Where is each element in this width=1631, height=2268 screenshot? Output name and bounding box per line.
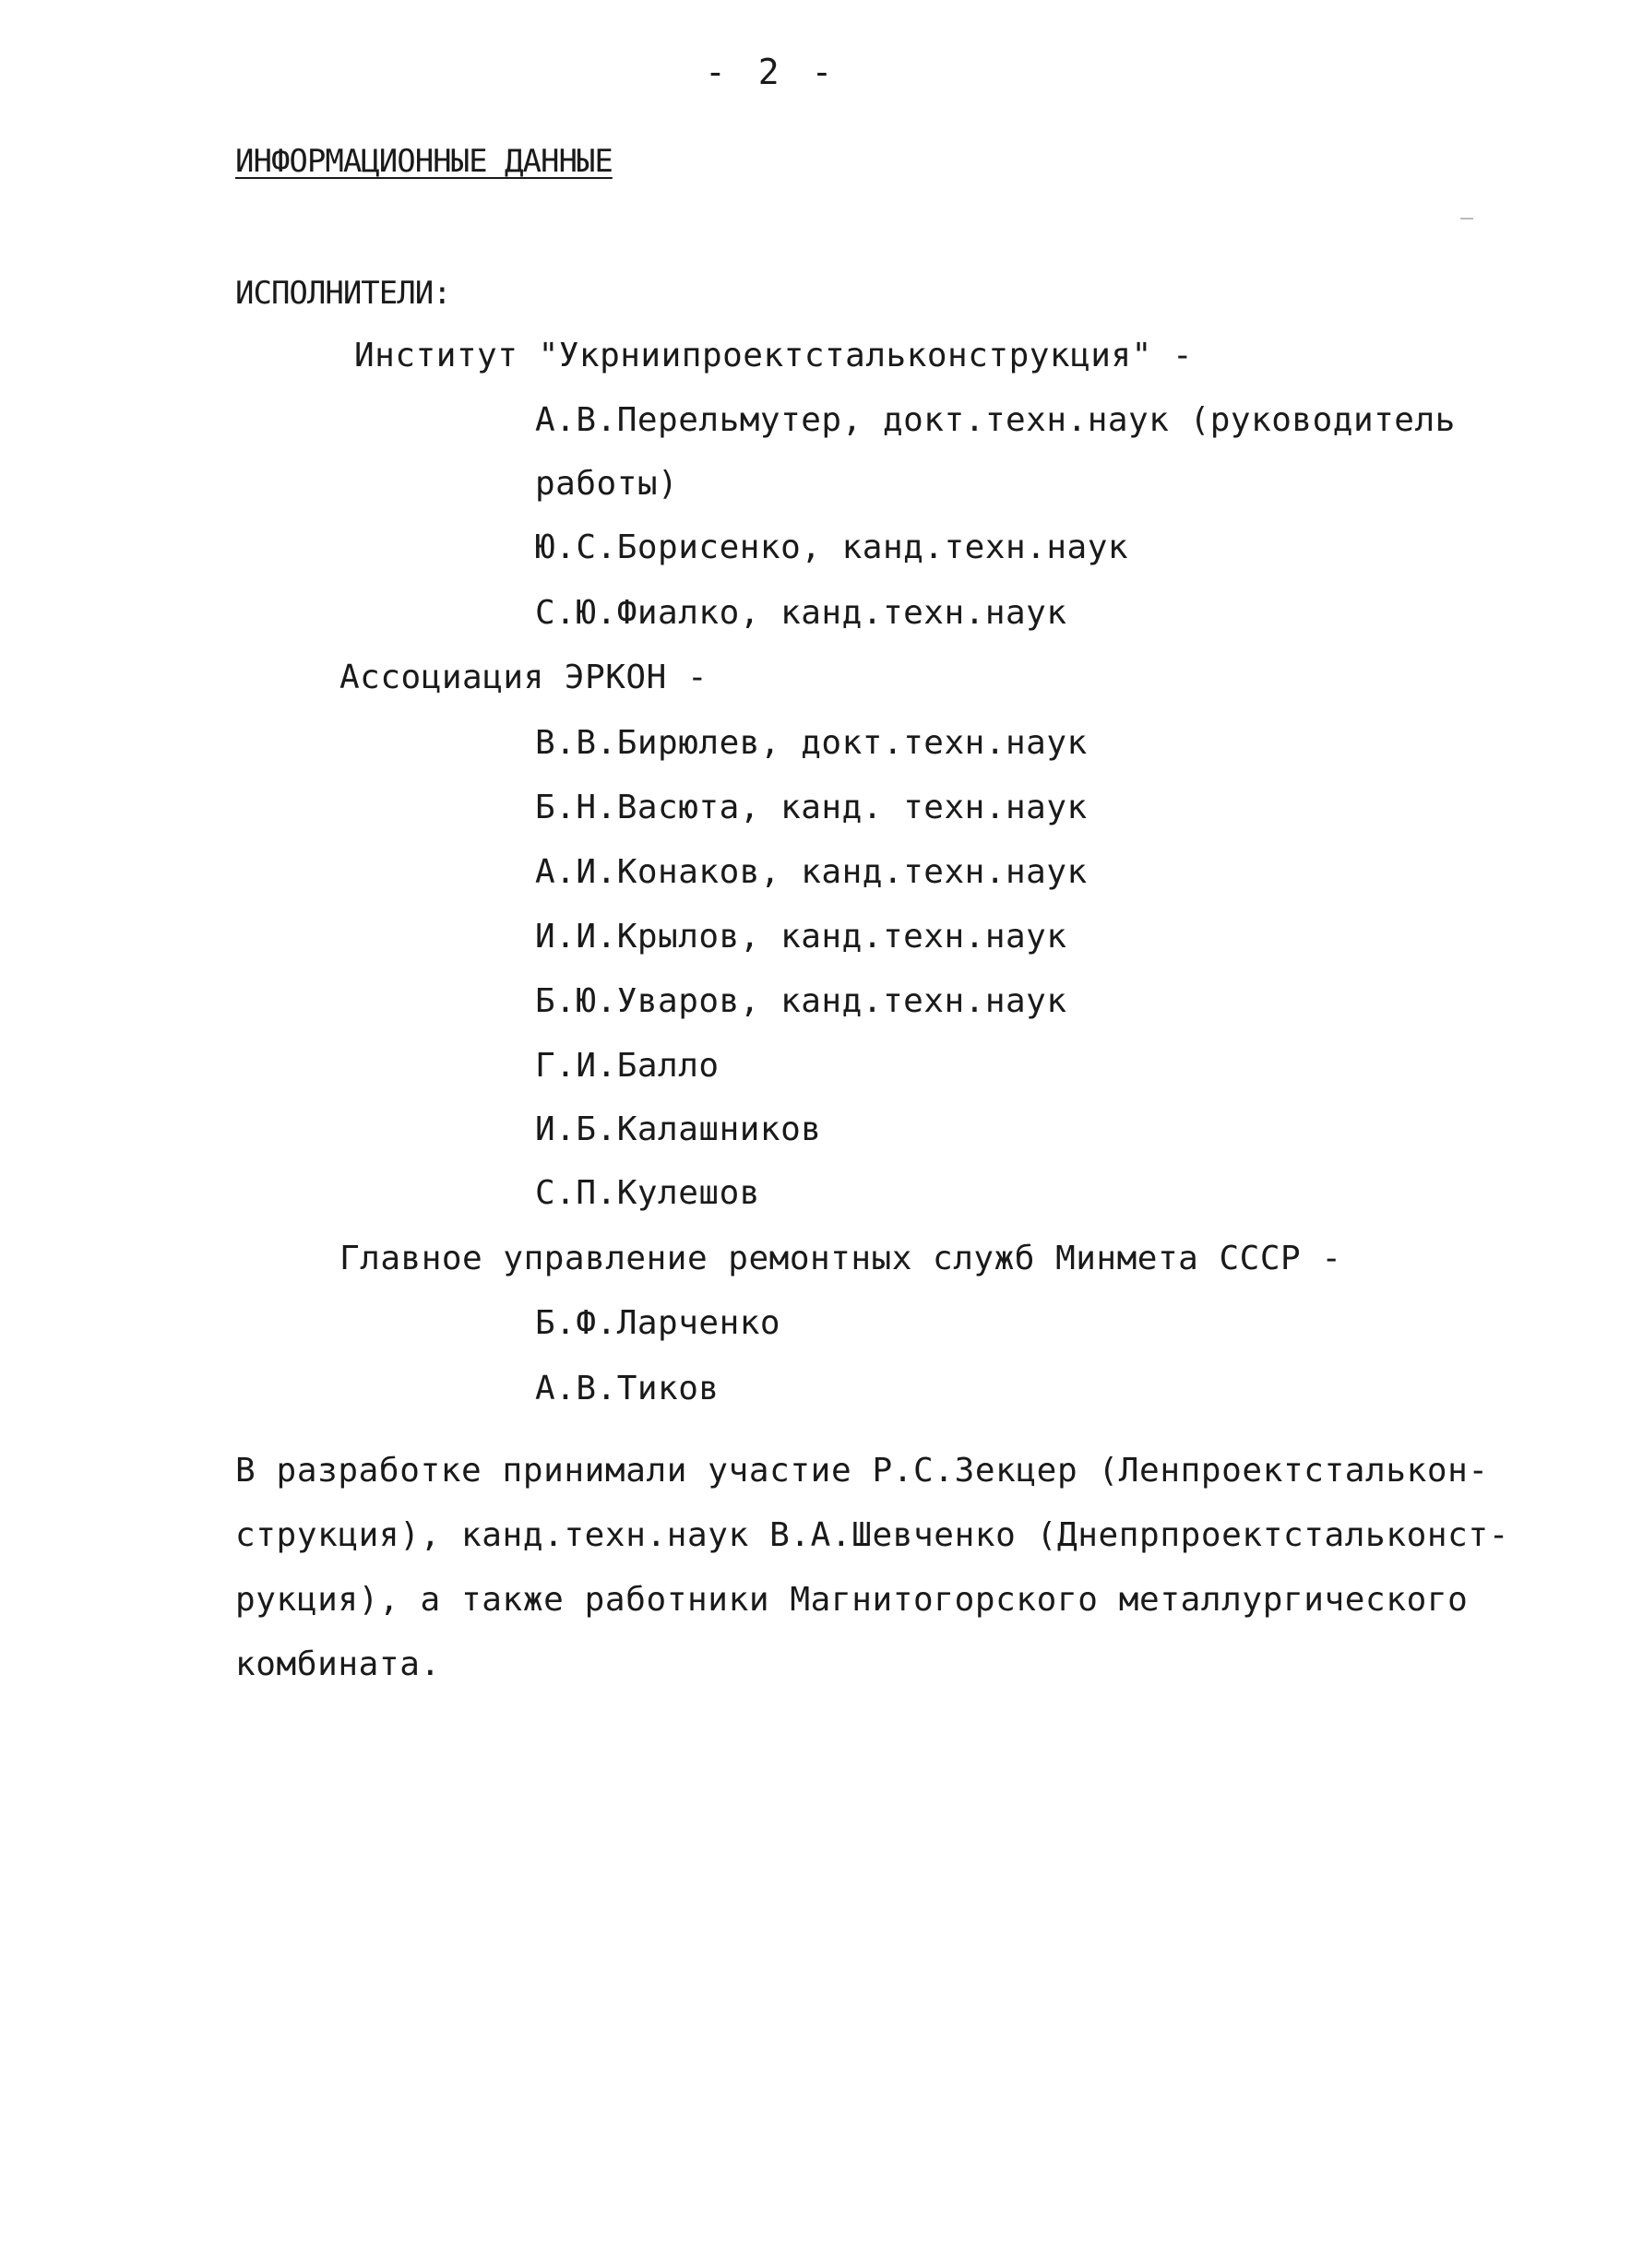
paragraph-line: комбината. <box>235 1645 441 1683</box>
scan-artifact-mark <box>1460 218 1473 220</box>
paragraph-line: рукция), а также работники Магнитогорского металлургического <box>235 1581 1469 1619</box>
member-line: С.Ю.Фиалко, канд.техн.наук <box>535 594 1067 632</box>
section-title: ИНФОРМАЦИОННЫЕ ДАННЫЕ <box>235 143 613 180</box>
member-line: И.И.Крылов, канд.техн.наук <box>535 918 1067 956</box>
page-number: - 2 - <box>705 52 839 92</box>
member-line: И.Б.Калашников <box>535 1110 822 1148</box>
member-line: А.В.Тиков <box>535 1370 720 1407</box>
member-line: работы) <box>535 465 679 503</box>
member-line: Ю.С.Борисенко, канд.техн.наук <box>535 528 1129 566</box>
organization-name: Ассоциация ЭРКОН - <box>339 659 708 696</box>
member-line: Б.Ф.Ларченко <box>535 1304 781 1342</box>
executors-label: ИСПОЛНИТЕЛИ: <box>235 275 451 312</box>
member-line: А.И.Конаков, канд.техн.наук <box>535 853 1088 891</box>
member-line: Б.Н.Васюта, канд. техн.наук <box>535 789 1088 826</box>
member-line: А.В.Перельмутер, докт.техн.наук (руководитель <box>535 401 1456 439</box>
organization-name: Главное управление ремонтных служб Минмета СССР - <box>339 1240 1342 1277</box>
paragraph-line: струкция), канд.техн.наук В.А.Шевченко (Днепрпроектстальконст- <box>235 1516 1509 1554</box>
member-line: Г.И.Балло <box>535 1047 720 1085</box>
paragraph-line: В разработке принимали участие Р.С.Зекцер (Ленпроектсталькон- <box>235 1452 1489 1490</box>
member-line: Б.Ю.Уваров, канд.техн.наук <box>535 982 1067 1020</box>
member-line: В.В.Бирюлев, докт.техн.наук <box>535 724 1088 762</box>
organization-name: Институт "Укрниипроектстальконструкция" - <box>354 337 1194 374</box>
member-line: С.П.Кулешов <box>535 1174 760 1212</box>
